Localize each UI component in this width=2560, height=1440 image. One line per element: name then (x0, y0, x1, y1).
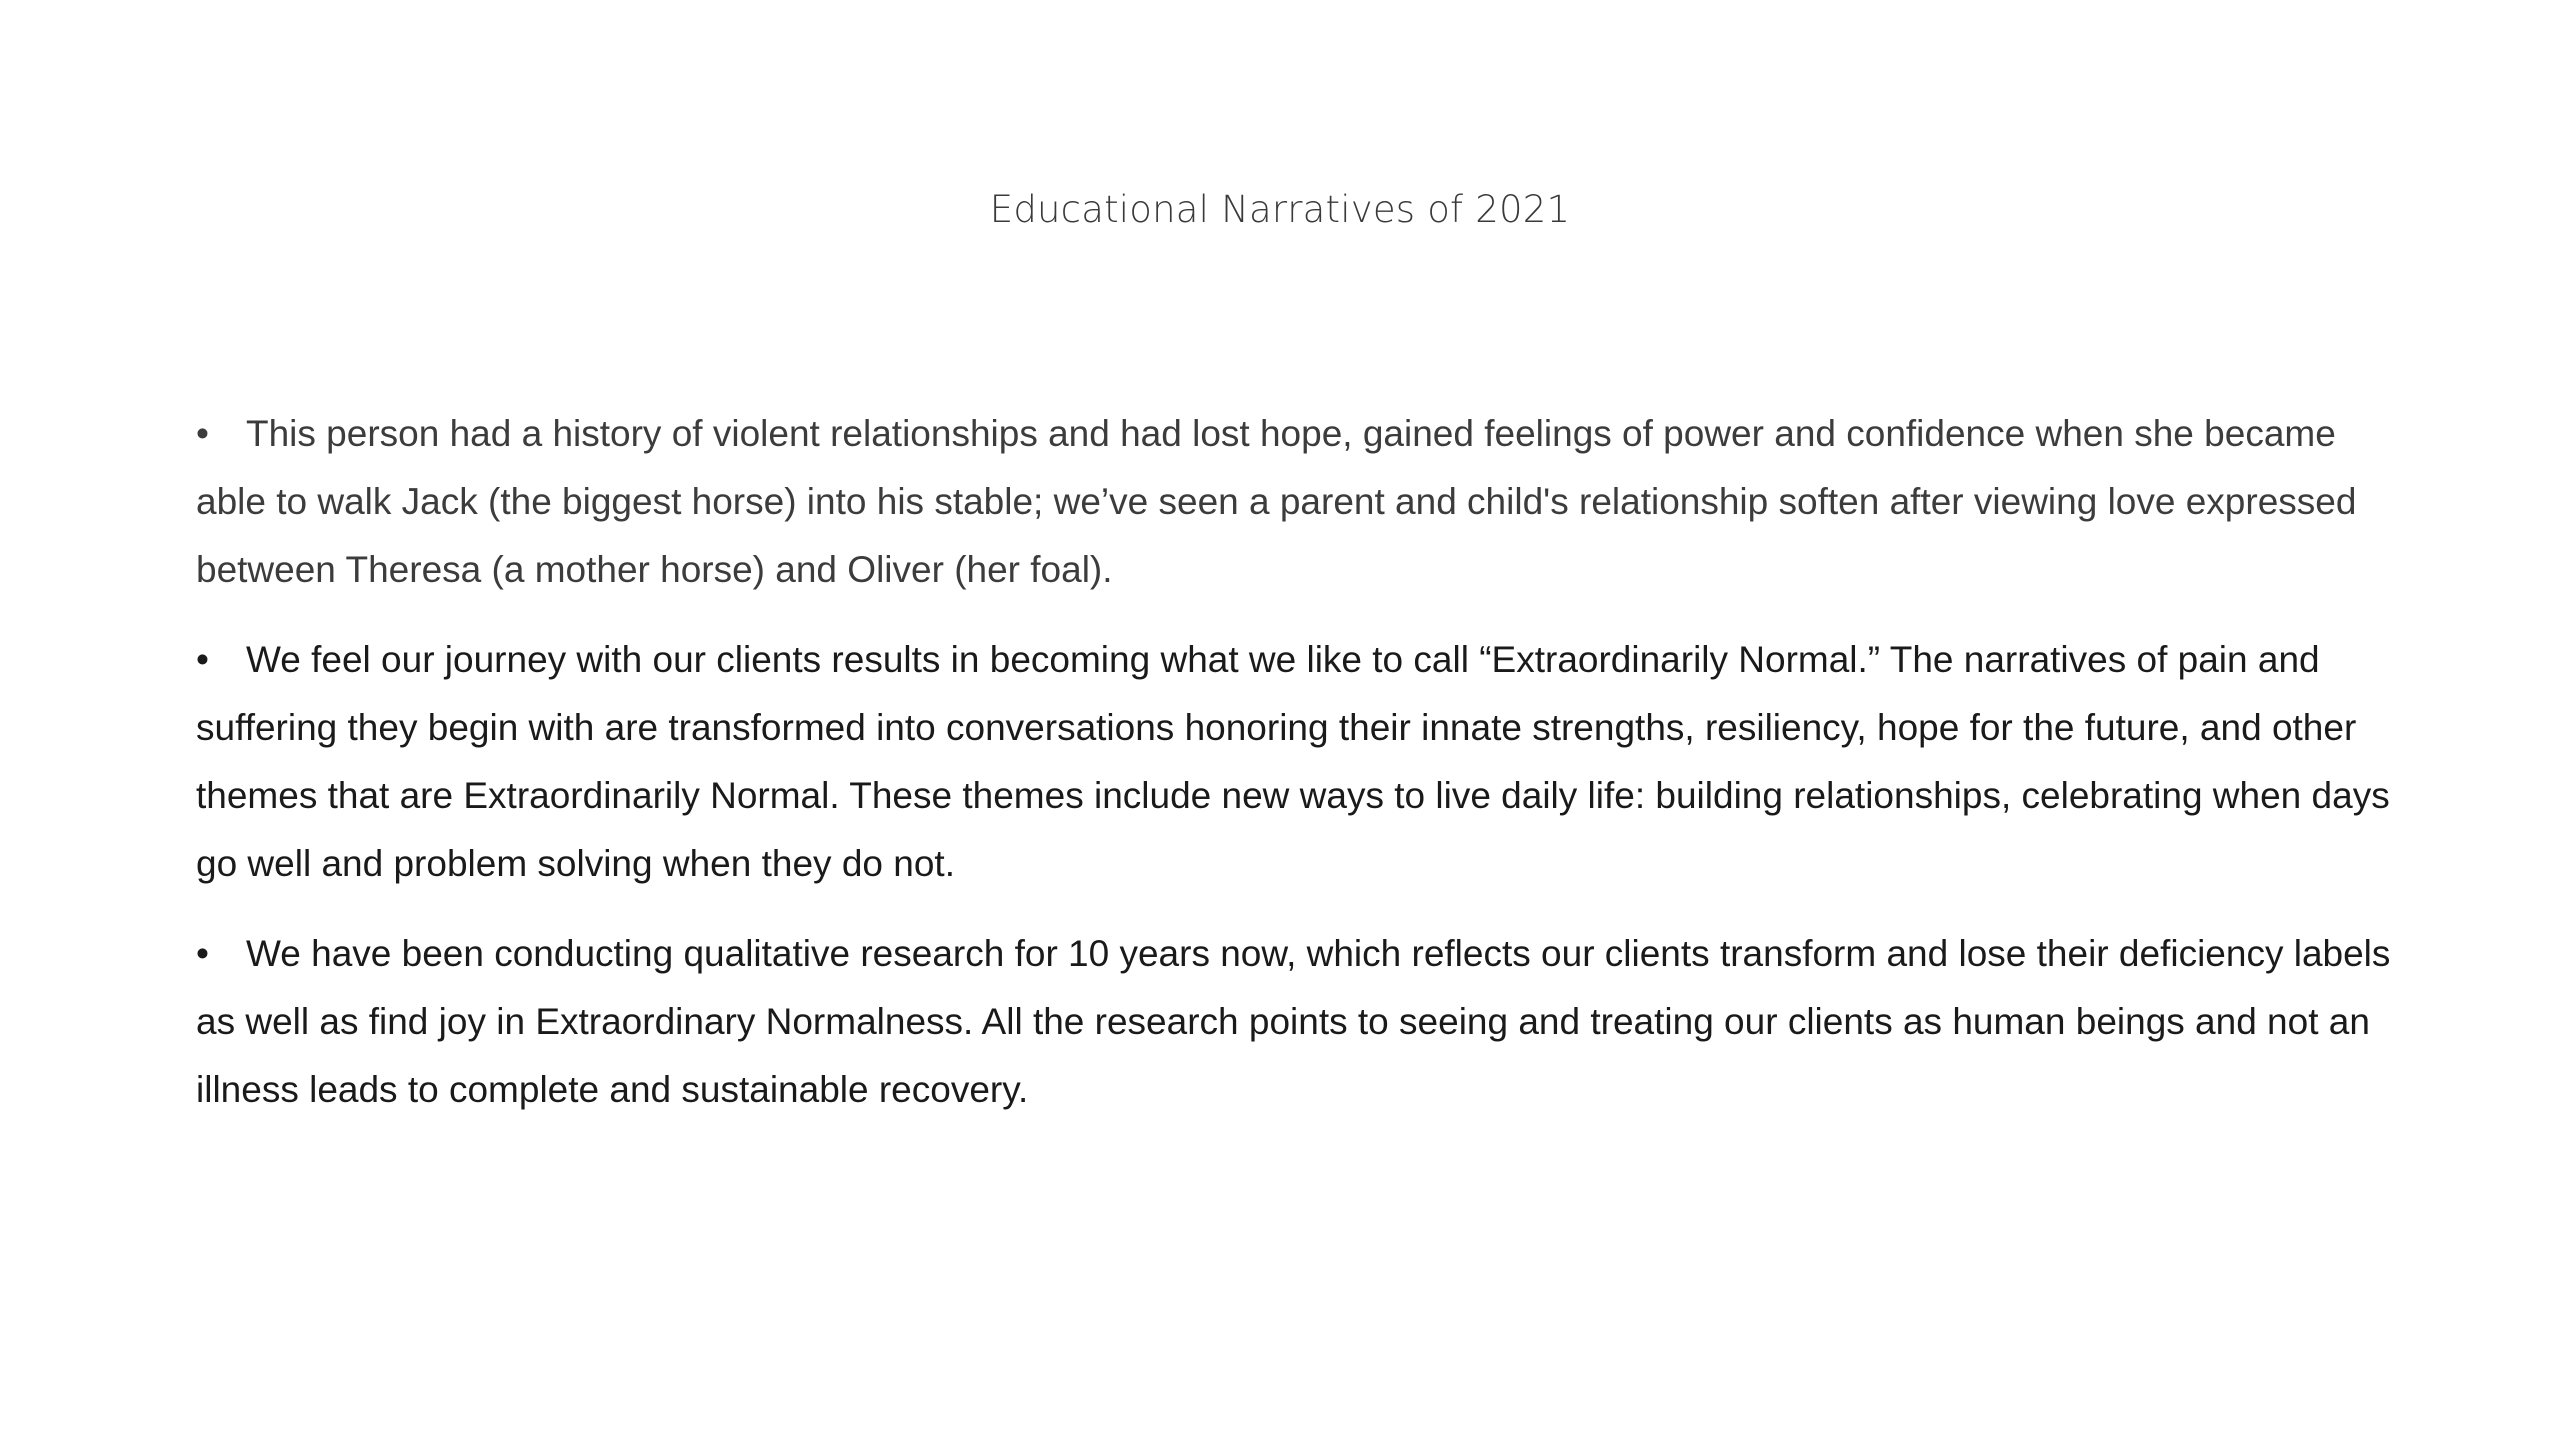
bullet-marker: • (196, 933, 209, 974)
bullet-marker: • (196, 639, 209, 680)
bullet-list (196, 400, 2406, 1146)
bullet-item (196, 400, 2406, 604)
bullet-text: We feel our journey with our clients results in becoming what we like to call “Extraordinarily Normal.” The narratives of pain and suffering they begin with are transformed into conversations honoring their innate strengths, resiliency, hope for the future, and other themes that are Extraordinarily Normal. These themes include new ways to live daily life: building relationships, celebrating when days go well and problem solving when they do not. (196, 639, 2390, 884)
bullet-text: We have been conducting qualitative research for 10 years now, which reflects our clients transform and lose their deficiency labels as well as find joy in Extraordinary Normalness. All the research points to seeing and treating our clients as human beings and not an illness leads to complete and sustainable recovery. (196, 933, 2391, 1110)
slide-title: Educational Narratives of 2021 (989, 188, 1571, 231)
bullet-item (196, 920, 2406, 1124)
bullet-text: This person had a history of violent relationships and had lost hope, gained feelings of power and confidence when she became able to walk Jack (the biggest horse) into his stable; we’ve seen a parent and child's relationship soften after viewing love expressed between Theresa (a mother horse) and Oliver (her foal). (196, 413, 2357, 590)
bullet-item (196, 626, 2406, 898)
bullet-marker: • (196, 413, 209, 454)
